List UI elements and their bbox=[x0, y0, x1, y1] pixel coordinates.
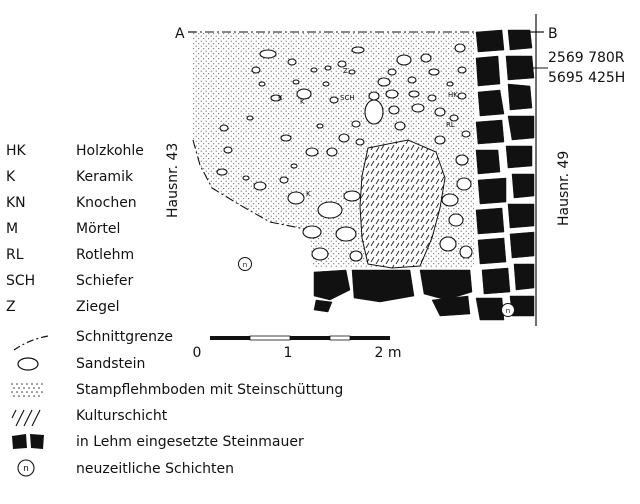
legend-text: Ziegel bbox=[76, 299, 120, 315]
stone-wall-right bbox=[476, 30, 534, 320]
circled-n-icon bbox=[18, 460, 34, 476]
legend-symbol-text: Kulturschicht bbox=[76, 408, 168, 424]
scale-tick-2: 2 m bbox=[374, 345, 402, 361]
plan-label-rl: RL bbox=[446, 121, 455, 129]
legend-text: Keramik bbox=[76, 169, 134, 185]
point-a-label: A bbox=[175, 26, 185, 42]
svg-text:n: n bbox=[23, 464, 29, 474]
svg-text:n: n bbox=[505, 307, 511, 315]
legend-text: Rotlehm bbox=[76, 247, 135, 263]
legend-symbol-text: in Lehm eingesetzte Steinmauer bbox=[76, 434, 304, 450]
legend-code: M bbox=[6, 221, 19, 237]
plan-label-k2: K bbox=[300, 98, 305, 106]
hatch-icon bbox=[12, 410, 40, 426]
section-boundary-icon bbox=[14, 336, 48, 350]
plan-label-sch: SCH bbox=[340, 94, 355, 102]
legend-code: K bbox=[6, 169, 16, 185]
black-stone-wall-icon bbox=[12, 434, 44, 449]
legend-abbreviations bbox=[6, 143, 144, 315]
legend-text: Knochen bbox=[76, 195, 137, 211]
house-number-left: Hausnr. 43 bbox=[165, 142, 181, 218]
legend-code: KN bbox=[6, 195, 26, 211]
legend-text: Holzkohle bbox=[76, 143, 144, 159]
stippled-floor-icon bbox=[11, 383, 43, 397]
house-number-right: Hausnr. 49 bbox=[556, 150, 572, 226]
plan-label-z: Z bbox=[343, 67, 348, 75]
sandstone-icon bbox=[18, 358, 38, 370]
scale-bar bbox=[193, 336, 402, 361]
coordinate-r: 2569 780R bbox=[548, 50, 625, 66]
stone-wall-bottom bbox=[314, 270, 472, 316]
legend-symbol-text: neuzeitliche Schichten bbox=[76, 461, 235, 477]
plan-label-k1: K bbox=[278, 94, 283, 102]
legend-text: Mörtel bbox=[76, 221, 121, 237]
legend-code: HK bbox=[6, 143, 26, 159]
legend-code: RL bbox=[6, 247, 24, 263]
legend-code: Z bbox=[6, 299, 16, 315]
modern-layer-marker-2 bbox=[502, 304, 515, 317]
legend-symbol-text: Schnittgrenze bbox=[76, 329, 173, 345]
svg-text:n: n bbox=[242, 261, 248, 269]
plan-label-k3: K bbox=[306, 190, 311, 198]
legend-symbol-text: Stampflehmboden mit Steinschüttung bbox=[76, 382, 344, 398]
legend-symbols bbox=[11, 329, 343, 477]
point-b-label: B bbox=[548, 26, 558, 42]
plan-label-hk: HK bbox=[448, 91, 458, 99]
section-plan bbox=[165, 14, 625, 326]
legend-text: Schiefer bbox=[76, 273, 134, 289]
scale-tick-1: 1 bbox=[283, 345, 293, 361]
coordinate-h: 5695 425H bbox=[548, 70, 626, 86]
legend-code: SCH bbox=[6, 273, 36, 289]
modern-layer-marker-1 bbox=[239, 258, 252, 271]
legend-symbol-text: Sandstein bbox=[76, 356, 146, 372]
scale-tick-0: 0 bbox=[192, 345, 202, 361]
